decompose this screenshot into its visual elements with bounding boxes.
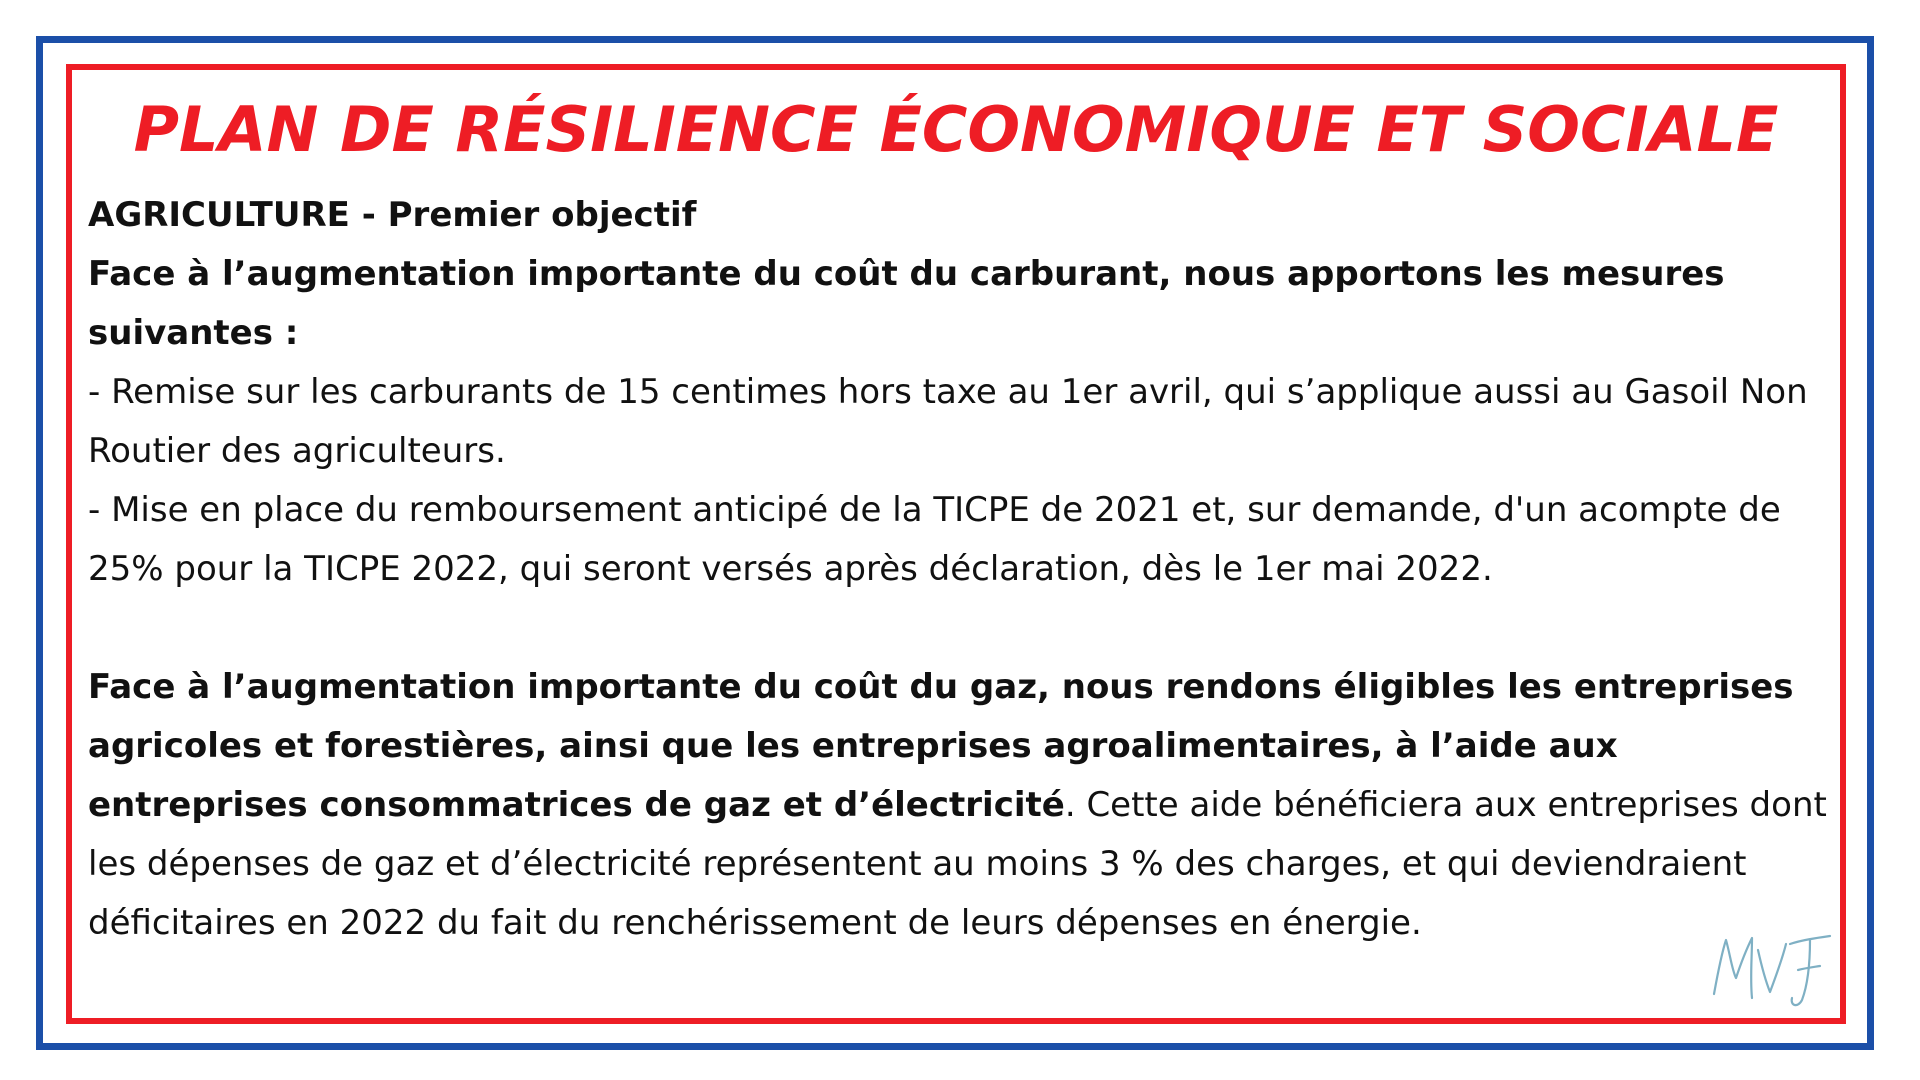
fuel-measure-1: - Remise sur les carburants de 15 centimes hors taxe au 1er avril, qui s’applique aussi au Gasoil Non Routier des agriculteurs.: [88, 372, 1808, 471]
signature-logo: [1706, 922, 1836, 1012]
fuel-measure-2: - Mise en place du remboursement anticipé de la TICPE de 2021 et, sur demande, d'un acompte de 25% pour la TICPE 2022, qui seront versés après déclaration, dès le 1er mai 2022.: [88, 490, 1781, 589]
section-heading: AGRICULTURE - Premier objectif: [88, 195, 697, 235]
gas-paragraph-rest: . Cette aide bénéficiera aux entreprises dont les dépenses de gaz et d’électricité représentent au moins 3 % des charges, et qui deviendraient déficitaires en 2022 du fait du renchérissement de leurs dépenses en énergie.: [88, 785, 1827, 943]
fuel-intro: Face à l’augmentation importante du coût du carburant, nous apportons les mesures suivantes :: [88, 254, 1725, 353]
paragraph-spacer: [88, 599, 1848, 658]
gas-paragraph-bold: Face à l’augmentation importante du coût du gaz, nous rendons éligibles les entreprises agricoles et forestières, ainsi que les entreprises agroalimentaires, à l’aide aux entreprises consommatrices de gaz et d’électricité: [88, 667, 1794, 825]
document-body: [88, 186, 1848, 953]
gas-paragraph: [88, 658, 1848, 953]
page-title: PLAN DE RÉSILIENCE ÉCONOMIQUE ET SOCIALE: [133, 93, 1779, 166]
